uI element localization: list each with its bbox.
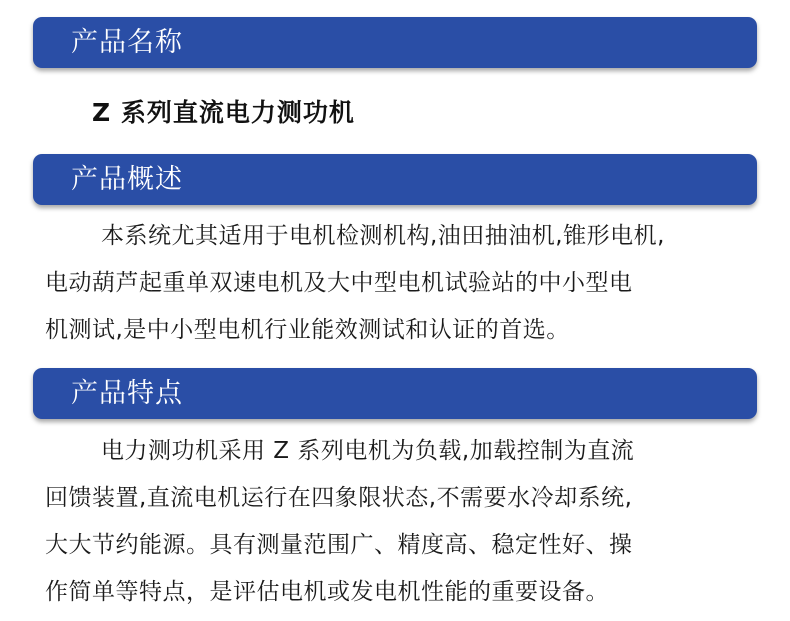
section-title: 产品概述	[71, 164, 183, 195]
paragraph-line: 电动葫芦起重单双速电机及大中型电机试验站的中小型电	[45, 270, 633, 296]
paragraph-line: 回馈装置,直流电机运行在四象限状态,不需要水冷却系统,	[45, 485, 633, 511]
paragraph-line: 电力测功机采用 Z 系列电机为负载,加载控制为直流	[101, 438, 635, 464]
overview-paragraph	[45, 213, 755, 354]
section-header-product-name	[33, 17, 757, 68]
section-title: 产品特点	[71, 378, 183, 409]
product-name: Z 系列直流电力测功机	[92, 98, 355, 127]
paragraph-line: 机测试,是中小型电机行业能效测试和认证的首选。	[45, 317, 570, 343]
section-title: 产品名称	[71, 27, 183, 58]
features-paragraph	[45, 428, 755, 616]
section-header-features	[33, 368, 757, 419]
section-header-overview	[33, 154, 757, 205]
paragraph-line: 本系统尤其适用于电机检测机构,油田抽油机,锥形电机,	[101, 223, 665, 249]
paragraph-line: 作简单等特点，是评估电机或发电机性能的重要设备。	[45, 579, 609, 605]
paragraph-line: 大大节约能源。具有测量范围广、精度高、稳定性好、操	[45, 532, 633, 558]
